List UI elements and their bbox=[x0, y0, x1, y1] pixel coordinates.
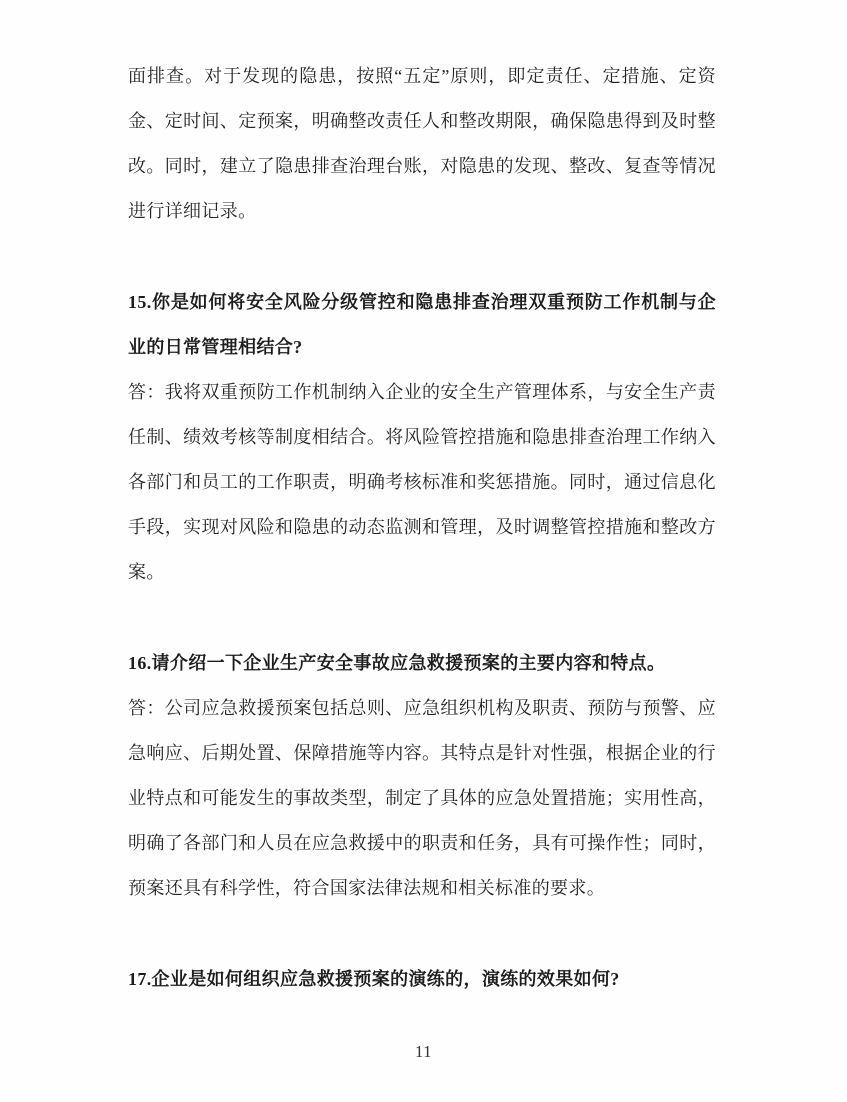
answer-16-text: 答：公司应急救援预案包括总则、应急组织机构及职责、预防与预警、应急响应、后期处置、保障措施等内容。其特点是针对性强，根据企业的行业特点和可能发生的事故类型，制定了具体的应急处置措施；实用性高，明确了各部门和人员在应急救援中的职责和任务，具有可操作性；同时，预案还具有科学性，符合国家法律法规和相关标准的要求。 bbox=[128, 698, 716, 898]
continuation-paragraph: 面排查。对于发现的隐患，按照“五定”原则，即定责任、定措施、定资金、定时间、定预案，明确整改责任人和整改期限，确保隐患得到及时整改。同时，建立了隐患排查治理台账，对隐患的发现、整改、复查等情况进行详细记录。 bbox=[128, 66, 716, 221]
question-15-heading: 15.你是如何将安全风险分级管控和隐患排查治理双重预防工作机制与企业的日常管理相结合? bbox=[128, 292, 716, 357]
page-number: 11 bbox=[414, 1042, 433, 1061]
document-content bbox=[128, 54, 716, 1002]
qa-section-17 bbox=[128, 957, 716, 1002]
answer-15-text: 答：我将双重预防工作机制纳入企业的安全生产管理体系，与安全生产责任制、绩效考核等制度相结合。将风险管控措施和隐患排查治理工作纳入各部门和员工的工作职责，明确考核标准和奖惩措施。同时，通过信息化手段，实现对风险和隐患的动态监测和管理，及时调整管控措施和整改方案。 bbox=[128, 382, 716, 582]
qa-section-15 bbox=[128, 280, 716, 595]
question-16-heading: 16.请介绍一下企业生产安全事故应急救援预案的主要内容和特点。 bbox=[128, 653, 666, 673]
qa-section-16 bbox=[128, 641, 716, 911]
question-17-heading: 17.企业是如何组织应急救援预案的演练的，演练的效果如何? bbox=[128, 969, 620, 989]
